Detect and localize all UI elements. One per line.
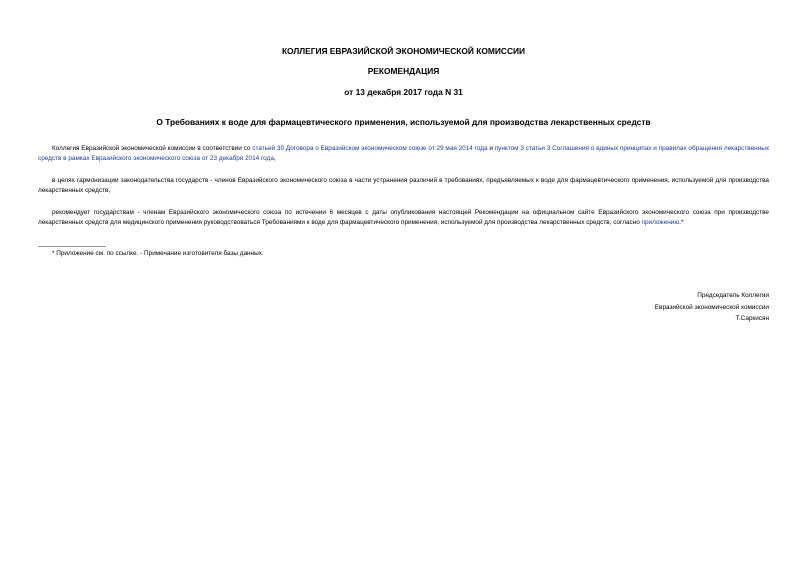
header-date-number: от 13 декабря 2017 года N 31 bbox=[344, 87, 463, 97]
footnote: * Приложение см. по ссылке. - Примечание изготовителя базы данных. bbox=[52, 250, 264, 257]
paragraph-3-text-2: .* bbox=[679, 219, 684, 226]
document-title: О Требованиях к воде для фармацевтического применения, используемой для производства лекарственных средств bbox=[156, 117, 651, 127]
link-appendix[interactable]: приложению bbox=[641, 219, 680, 226]
paragraph-1-text-2: и bbox=[487, 145, 495, 152]
paragraph-1 bbox=[38, 144, 769, 164]
footnote-divider bbox=[38, 246, 106, 247]
link-treaty-article-30[interactable]: статьей 30 Договора о Евразийском экономическом союзе от 29 мая 2014 года bbox=[252, 145, 488, 152]
signature-position-line-1: Председатель Коллегии bbox=[697, 292, 769, 299]
signature-block bbox=[655, 290, 769, 325]
header-org: КОЛЛЕГИЯ ЕВРАЗИЙСКОЙ ЭКОНОМИЧЕСКОЙ КОМИССИИ bbox=[281, 46, 526, 56]
paragraph-1-text-1: Коллегия Евразийской экономической комиссии в соответствии со bbox=[52, 145, 253, 152]
header-doc-type: РЕКОМЕНДАЦИЯ bbox=[367, 66, 440, 76]
signature-name: Т.Саркисян bbox=[735, 315, 769, 322]
paragraph-3 bbox=[38, 208, 769, 228]
link-agreement-article-3[interactable]: пунктом 3 статьи 3 Соглашения о единых принципах и правилах обращения лекарственных средств в рамках Евразийского экономического союза от 23 декабря 2014 года bbox=[38, 145, 770, 162]
paragraph-1-text-3: , bbox=[273, 155, 276, 162]
paragraph-2: в целях гармонизации законодательства государств - членов Евразийского экономического союза в части устранения различий в требованиях, предъявляемых к воде для фармацевтического применения, используемой для производства лекарственных средств, bbox=[38, 177, 769, 194]
paragraph-3-text-1: рекомендует государствам - членам Евразийского экономического союза по истечении 6 месяцев с даты опубликования настоящей Рекомендации на официальном сайте Евразийского экономического союза при производстве лекарственных средств для медицинского применения руководствоваться Требованиями к воде для фармацевтического применения, используемой для производства лекарственных средств, согласно bbox=[38, 209, 769, 226]
signature-position-line-2: Евразийской экономической комиссии bbox=[654, 303, 769, 311]
